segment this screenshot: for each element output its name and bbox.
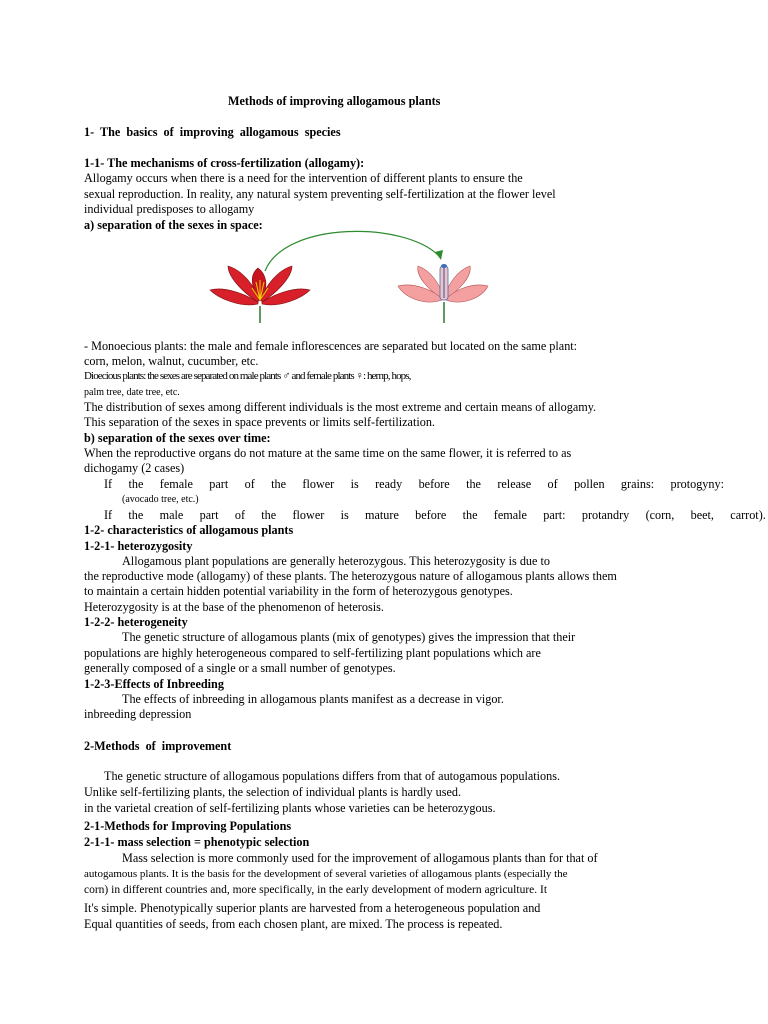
- word: protandry: [581, 508, 630, 522]
- word: the: [271, 477, 287, 491]
- paragraph-line: palm tree, date tree, etc.: [84, 387, 180, 398]
- word: of: [244, 477, 255, 491]
- flower-illustration: [200, 226, 500, 326]
- word: mature: [365, 508, 399, 522]
- section-1-heading: 1- The basics of improving allogamous species: [84, 125, 341, 139]
- word: is: [350, 477, 359, 491]
- word: of: [547, 477, 558, 491]
- word: release: [497, 477, 532, 491]
- paragraph-line: Dioecious plants: the sexes are separated on male plants ♂ and female plants ♀: hemp, hops,: [84, 370, 411, 382]
- protandry-line: [104, 508, 766, 523]
- section-1-2-3-heading: 1-2-3-Effects of Inbreeding: [84, 677, 224, 691]
- word: female: [159, 477, 193, 491]
- section-1-2-heading: 1-2- characteristics of allogamous plants: [84, 523, 294, 537]
- paragraph-line: sexual reproduction. In reality, any natural system preventing self-fertilization at the flower level: [84, 187, 556, 201]
- paragraph-line: in the varietal creation of self-fertilizing plants whose varieties can be heterozygous.: [84, 801, 496, 815]
- paragraph-line: Unlike self-fertilizing plants, the selection of individual plants is hardly used.: [84, 785, 462, 799]
- word: male: [159, 508, 184, 522]
- word: part: [199, 508, 219, 522]
- section-1-2-2-heading: 1-2-2- heterogeneity: [84, 615, 188, 629]
- paragraph-line: Heterozygosity is at the base of the phenomenon of heterosis.: [84, 600, 384, 614]
- space-separation-heading: a) separation of the sexes in space:: [84, 218, 263, 232]
- word: flower: [292, 508, 325, 522]
- word: before: [418, 477, 450, 491]
- paragraph-line: The genetic structure of allogamous plants (mix of genotypes) gives the impression that their: [122, 630, 576, 644]
- word: is: [340, 508, 349, 522]
- paragraph-line: Allogamy occurs when there is a need for the intervention of different plants to ensure the: [84, 171, 523, 185]
- word: carrot).: [730, 508, 766, 522]
- paragraph-line: to maintain a certain hidden potential variability in the form of heterozygous genotypes.: [84, 584, 513, 598]
- paragraph-line: The distribution of sexes among different individuals is the most extreme and certain means of allogamy.: [84, 400, 597, 414]
- paragraph-line: autogamous plants. It is the basis for the development of several varieties of allogamous plants (especially the: [84, 868, 568, 880]
- paragraph-line: This separation of the sexes in space prevents or limits self-fertilization.: [84, 415, 435, 429]
- paragraph-line: the reproductive mode (allogamy) of these plants. The heterozygous nature of allogamous plants allows them: [84, 569, 617, 583]
- section-2-1-heading: 2-1-Methods for Improving Populations: [84, 819, 292, 833]
- word: pollen: [574, 477, 605, 491]
- word: (corn,: [645, 508, 675, 522]
- paragraph-line: Mass selection is more commonly used for the improvement of allogamous plants than for that of: [122, 851, 598, 865]
- word: part:: [543, 508, 566, 522]
- word: ready: [375, 477, 403, 491]
- paragraph-line: (avocado tree, etc.): [122, 494, 199, 505]
- section-1-2-1-heading: 1-2-1- heterozygosity: [84, 539, 193, 553]
- paragraph-line: populations are highly heterogeneous compared to self-fertilizing plant populations which are: [84, 646, 541, 660]
- word: the: [466, 477, 481, 491]
- section-2-1-1-heading: 2-1-1- mass selection = phenotypic selection: [84, 835, 310, 849]
- section-1-1-heading: 1-1- The mechanisms of cross-fertilization (allogamy):: [84, 156, 365, 170]
- female-flower-illustration: [398, 264, 488, 323]
- paragraph-line: Allogamous plant populations are generally heterozygous. This heterozygosity is due to: [122, 554, 550, 568]
- word: the: [462, 508, 478, 522]
- word: beet,: [690, 508, 714, 522]
- paragraph-line: It's simple. Phenotypically superior plants are harvested from a heterogeneous population and: [84, 901, 541, 915]
- document-title: Methods of improving allogamous plants: [228, 94, 441, 108]
- word: If: [104, 508, 113, 522]
- paragraph-line: inbreeding depression: [84, 707, 192, 721]
- time-separation-heading: b) separation of the sexes over time:: [84, 431, 271, 445]
- word: grains:: [620, 477, 655, 491]
- paragraph-line: generally composed of a single or a small number of genotypes.: [84, 661, 396, 675]
- word: part: [209, 477, 229, 491]
- word: the: [261, 508, 277, 522]
- paragraph-line: corn, melon, walnut, cucumber, etc.: [84, 354, 259, 368]
- paragraph-line: The genetic structure of allogamous populations differs from that of autogamous populations.: [104, 769, 561, 783]
- pollen-transfer-arrow: [265, 231, 439, 271]
- word: protogyny:: [670, 477, 724, 491]
- paragraph-line: corn) in different countries and, more specifically, in the early development of modern agriculture. It: [84, 884, 548, 896]
- protogyny-line: [104, 477, 724, 492]
- paragraph-line: - Monoecious plants: the male and female inflorescences are separated but located on the same plant:: [84, 339, 578, 353]
- word: the: [128, 477, 144, 491]
- word: If: [104, 477, 113, 491]
- male-flower-illustration: [210, 266, 310, 323]
- word: of: [234, 508, 245, 522]
- section-2-heading: 2-Methods of improvement: [84, 739, 232, 753]
- word: flower: [302, 477, 335, 491]
- word: before: [415, 508, 447, 522]
- paragraph-line: The effects of inbreeding in allogamous plants manifest as a decrease in vigor.: [122, 692, 504, 706]
- arrowhead-icon: [435, 250, 443, 260]
- word: female: [493, 508, 527, 522]
- paragraph-line: Equal quantities of seeds, from each chosen plant, are mixed. The process is repeated.: [84, 917, 503, 931]
- paragraph-line: individual predisposes to allogamy: [84, 202, 255, 216]
- word: the: [128, 508, 144, 522]
- paragraph-line: When the reproductive organs do not mature at the same time on the same flower, it is referred to as: [84, 446, 572, 460]
- paragraph-line: dichogamy (2 cases): [84, 461, 185, 475]
